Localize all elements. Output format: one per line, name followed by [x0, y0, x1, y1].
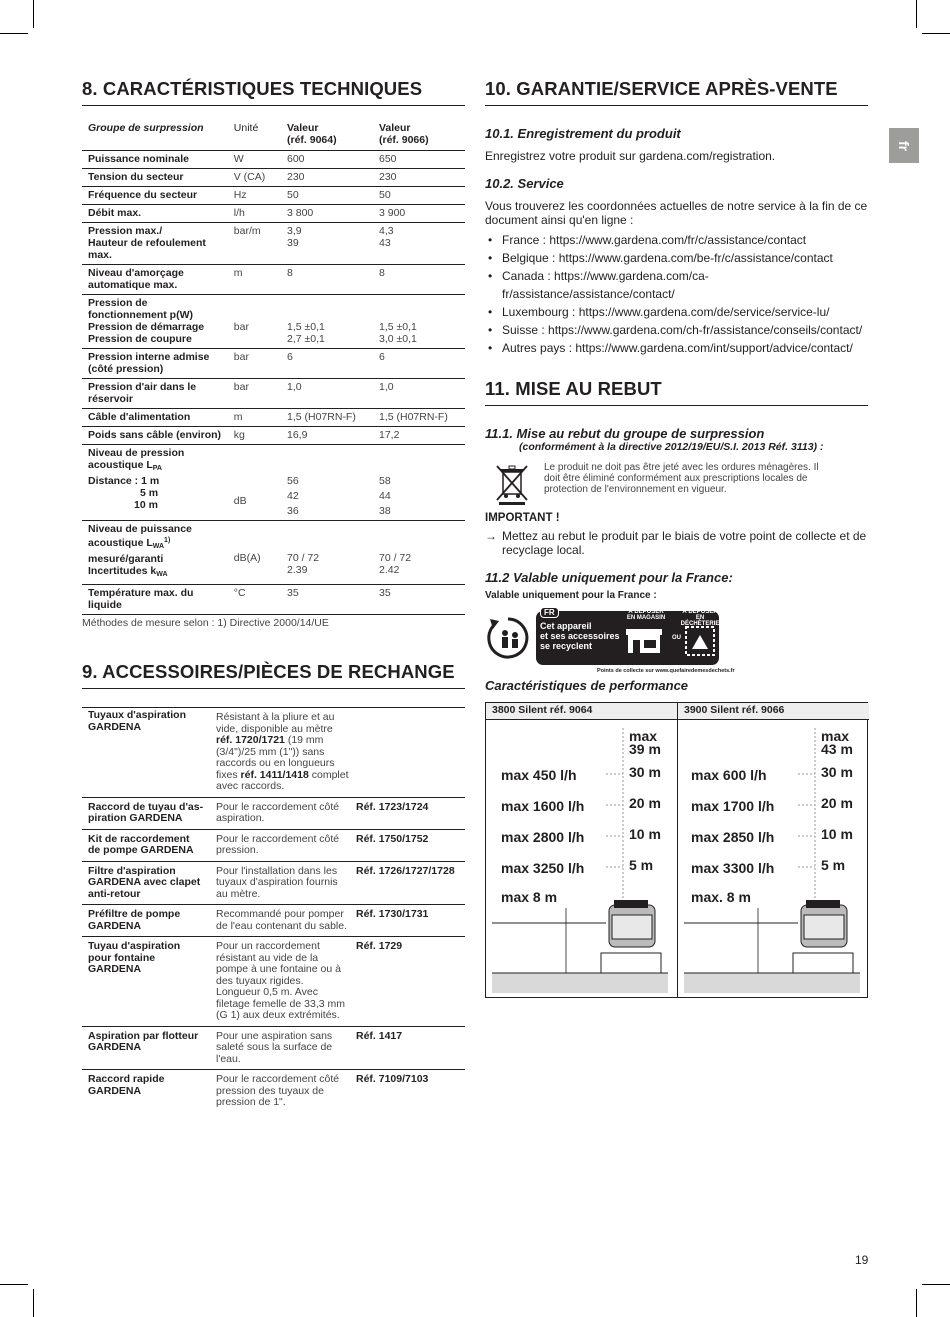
- spec-label: Fréquence du secteur: [82, 187, 228, 205]
- spec-label: Pression d'air dans le réservoir: [82, 379, 228, 409]
- accessory-ref: Réf. 1417: [350, 1026, 465, 1070]
- pump-top: [614, 900, 648, 908]
- store-label: À DÉPOSER EN MAGASIN: [626, 609, 666, 621]
- spec-label: Pression interne admise (côté pression): [82, 349, 228, 379]
- head-label: 30 m: [629, 764, 661, 780]
- accessories-table: [82, 707, 465, 1113]
- important-text: Mettez au rebut le produit par le biais de votre point de collecte et de recyclage local.: [502, 529, 867, 557]
- section-11-title: 11. MISE AU REBUT: [485, 378, 868, 406]
- spec-value-9066: 1,0: [373, 379, 465, 409]
- crop-mark: [916, 1289, 917, 1317]
- service-link[interactable]: • France : https://www.gardena.com/fr/c/assistance/contact: [485, 231, 868, 249]
- spec-value-9064: 3,9 39: [281, 223, 373, 265]
- spec-unit: l/h: [228, 205, 281, 223]
- performance-title: Caractéristiques de performance: [485, 678, 689, 693]
- fr-badge: FR: [540, 607, 559, 618]
- accessory-description: Résistant à la pliure et au vide, disponible au mètre réf. 1720/1721 (19 mm (3/4")/25 mm (1")) sans raccords ou en longueurs fixes réf. 1411/1418 complet avec raccords.: [210, 708, 350, 798]
- shop-icon: [625, 625, 663, 655]
- crop-mark: [916, 0, 917, 28]
- crossed-bin-icon: [491, 462, 533, 506]
- spec-value-9066: 650: [373, 151, 465, 169]
- accessory-ref: Réf. 7109/7103: [350, 1070, 465, 1113]
- stair-outline: [793, 953, 853, 973]
- crop-mark: [33, 0, 34, 28]
- spec-value-9066: 35: [373, 585, 465, 615]
- spec-value-9066: 70 / 72 2.42: [373, 521, 465, 585]
- accessory-description: Pour le raccordement côté aspiration.: [210, 797, 350, 829]
- section-10-title: 10. GARANTIE/SERVICE APRÈS-VENTE: [485, 78, 868, 106]
- spec-unit: dB: [228, 445, 281, 521]
- dechetterie-label: À DÉPOSER EN DÉCHÈTERIE: [680, 609, 720, 627]
- section-11-1-title: 11.1. Mise au rebut du groupe de surpression: [485, 426, 765, 441]
- model-label: 3800 Silent réf. 9064: [486, 703, 677, 720]
- service-link[interactable]: • Luxembourg : https://www.gardena.com/de/service/service-lu/: [485, 303, 868, 321]
- spec-unit: bar: [228, 379, 281, 409]
- spec-value-9064: 6: [281, 349, 373, 379]
- spec-label: Niveau de pression acoustique $L_{PA}$ Distance : 1 m 5 m 10 m: [82, 445, 228, 521]
- spec-label: Pression max./ Hauteur de refoulement max.: [82, 223, 228, 265]
- accessory-description: Pour le raccordement côté pression des tuyaux de pression de 1".: [210, 1070, 350, 1113]
- spec-value-9066: 50: [373, 187, 465, 205]
- crop-mark: [33, 1289, 34, 1317]
- service-link[interactable]: • Canada : https://www.gardena.com/ca-fr/assistance/assistance/contact/: [485, 267, 868, 303]
- max-label: max: [821, 728, 850, 744]
- or-label: OU: [672, 635, 681, 641]
- accessory-description: Pour l'installation dans les tuyaux d'aspiration fournis au mètre.: [210, 861, 350, 905]
- recycle-text: Cet appareil et ses accessoires se recyclent: [540, 621, 620, 651]
- pump-top: [806, 900, 840, 908]
- head-label: 5 m: [821, 857, 846, 873]
- section-10-1-title: 10.1. Enregistrement du produit: [485, 126, 681, 141]
- triman-footer: Points de collecte sur www.quefairedemesdechets.fr: [597, 668, 735, 674]
- spec-unit: V (CA): [228, 169, 281, 187]
- spec-value-9064: 3 800: [281, 205, 373, 223]
- accessory-name: Raccord rapide GARDENA: [82, 1070, 210, 1113]
- spec-unit: m: [228, 265, 281, 295]
- spec-unit: bar: [228, 295, 281, 349]
- pump-tank: [612, 915, 652, 939]
- accessory-description: Pour un raccordement résistant au vide de la pompe à une fontaine ou à des tuyaux rigides. Longueur 0,5 m. Avec filetage femelle de 33,3 mm (G 1) aux deux extrémités.: [210, 937, 350, 1027]
- table-row: [82, 223, 465, 265]
- accessory-ref: Réf. 1730/1731: [350, 905, 465, 937]
- important-label: IMPORTANT !: [485, 512, 560, 524]
- accessory-row: [82, 797, 465, 829]
- accessory-row: [82, 1026, 465, 1070]
- spec-value-9064: 16,9: [281, 427, 373, 445]
- table-row: [82, 585, 465, 615]
- table-row-power: [82, 521, 465, 585]
- spec-value-9064: 230: [281, 169, 373, 187]
- registration-text: Enregistrez votre produit sur gardena.com/registration.: [485, 149, 776, 163]
- arrow-icon: →: [485, 529, 497, 543]
- france-only-text: Valable uniquement pour la France :: [485, 590, 657, 601]
- accessory-description: Recommandé pour pomper de l'eau contenant du sable.: [210, 905, 350, 937]
- pump-tank: [804, 915, 844, 939]
- left-column: [82, 78, 465, 1113]
- perf-panel-9064: [486, 703, 678, 997]
- accessory-row: [82, 861, 465, 905]
- pump-diagram: [486, 720, 677, 998]
- section-11-2-title: 11.2 Valable uniquement pour la France:: [485, 570, 733, 585]
- spec-value-9066: 3 900: [373, 205, 465, 223]
- spec-label: Tension du secteur: [82, 169, 228, 187]
- triman-icon: [485, 615, 531, 661]
- accessory-row: [82, 937, 465, 1027]
- spec-value-9064: 8: [281, 265, 373, 295]
- language-tab: fr: [889, 128, 919, 163]
- triman-logo: [485, 605, 868, 675]
- spec-unit: kg: [228, 427, 281, 445]
- table-row: [82, 169, 465, 187]
- accessory-name: Raccord de tuyau d'as- piration GARDENA: [82, 797, 210, 829]
- service-text: Vous trouverez les coordonnées actuelles de notre service à la fin de ce document ainsi qu'en ligne :: [485, 199, 868, 227]
- spec-value-9064: 600: [281, 151, 373, 169]
- spec-label: Puissance nominale: [82, 151, 228, 169]
- crop-mark: [0, 1284, 28, 1285]
- table-row: [82, 151, 465, 169]
- page-number: 19: [855, 1253, 869, 1267]
- col-v1: Valeur (réf. 9064): [281, 120, 373, 151]
- head-label: 20 m: [629, 795, 661, 811]
- spec-label: Débit max.: [82, 205, 228, 223]
- spec-value-9064: 1,5 (H07RN-F): [281, 409, 373, 427]
- spec-value-9066: 17,2: [373, 427, 465, 445]
- accessory-ref: Réf. 1729: [350, 937, 465, 1027]
- accessory-description: Pour une aspiration sans saleté sous la surface de l'eau.: [210, 1026, 350, 1070]
- head-label: 10 m: [821, 826, 853, 842]
- spec-label: Température max. du liquide: [82, 585, 228, 615]
- weee-text: Le produit ne doit pas être jeté avec les ordures ménagères. Il doit être éliminé conformément aux prescriptions locales de protection de l'environnement en vigueur.: [544, 462, 819, 495]
- spec-unit: bar: [228, 349, 281, 379]
- stair-outline: [601, 953, 661, 973]
- spec-value-9064: 56 42 36: [281, 445, 373, 521]
- spec-label: Câble d'alimentation: [82, 409, 228, 427]
- head-label: 10 m: [629, 826, 661, 842]
- flow-label: max 1600 l/h: [501, 798, 585, 814]
- perf-panel-9066: [678, 703, 869, 997]
- crop-mark: [0, 33, 28, 34]
- head-label: 5 m: [629, 857, 654, 873]
- col-unit: Unité: [228, 120, 281, 151]
- table-row: [82, 409, 465, 427]
- max-head-label: 43 m: [821, 741, 853, 757]
- service-link[interactable]: • Belgique : https://www.gardena.com/be-fr/c/assistance/contact: [485, 249, 868, 267]
- spec-label: Niveau de puissance acoustique $L_{WA}^{1)}$ mesuré/garanti Incertitudes $k_{WA}$: [82, 521, 228, 585]
- table-row: [82, 265, 465, 295]
- spec-unit: W: [228, 151, 281, 169]
- head-label: 30 m: [821, 764, 853, 780]
- flow-label: max 450 l/h: [501, 767, 577, 783]
- col-group: Groupe de surpression: [82, 120, 228, 151]
- spec-value-9064: 1,0: [281, 379, 373, 409]
- accessory-name: Préfiltre de pompe GARDENA: [82, 905, 210, 937]
- service-link[interactable]: • Autres pays : https://www.gardena.com/int/support/advice/contact/: [485, 339, 868, 357]
- spec-value-9066: 1,5 ±0,1 3,0 ±0,1: [373, 295, 465, 349]
- table-row: [82, 205, 465, 223]
- flow-label: max 3250 l/h: [501, 860, 585, 876]
- spec-unit: bar/m: [228, 223, 281, 265]
- spec-value-9064: 1,5 ±0,1 2,7 ±0,1: [281, 295, 373, 349]
- spec-label: Poids sans câble (environ): [82, 427, 228, 445]
- suction-label: max 8 m: [501, 889, 558, 905]
- spec-unit: m: [228, 409, 281, 427]
- section-9-title: 9. ACCESSOIRES/PIÈCES DE RECHANGE: [82, 661, 465, 689]
- right-column: [485, 78, 868, 693]
- spec-unit: Hz: [228, 187, 281, 205]
- performance-chart: [485, 702, 868, 998]
- info-tri-panel: [536, 608, 720, 665]
- table-row: [82, 295, 465, 349]
- accessory-row: [82, 829, 465, 861]
- crop-mark: [922, 33, 950, 34]
- measure-note: Méthodes de mesure selon : 1) Directive 2000/14/UE: [82, 617, 329, 629]
- accessory-name: Kit de raccordement de pompe GARDENA: [82, 829, 210, 861]
- spec-value-9066: 4,3 43: [373, 223, 465, 265]
- spec-value-9064: 50: [281, 187, 373, 205]
- pump-diagram: [678, 720, 869, 998]
- spec-value-9064: 70 / 72 2.39: [281, 521, 373, 585]
- accessory-row: [82, 905, 465, 937]
- spec-label: Niveau d'amorçage automatique max.: [82, 265, 228, 295]
- suction-label: max. 8 m: [691, 889, 751, 905]
- section-10-2-title: 10.2. Service: [485, 176, 564, 191]
- accessory-ref: Réf. 1726/1727/1728: [350, 861, 465, 905]
- model-label: 3900 Silent réf. 9066: [678, 703, 869, 720]
- table-row: [82, 187, 465, 205]
- table-row: [82, 379, 465, 409]
- service-link[interactable]: • Suisse : https://www.gardena.com/ch-fr/assistance/conseils/contact/: [485, 321, 868, 339]
- flow-label: max 3300 l/h: [691, 860, 775, 876]
- accessory-row: [82, 1070, 465, 1113]
- flow-label: max 1700 l/h: [691, 798, 775, 814]
- accessory-description: Pour le raccordement côté pression.: [210, 829, 350, 861]
- table-row: [82, 427, 465, 445]
- water-level: [684, 973, 860, 993]
- table-header-row: [82, 120, 465, 151]
- accessory-ref: [350, 708, 465, 798]
- flow-label: max 2800 l/h: [501, 829, 585, 845]
- tech-specs-table: [82, 120, 465, 615]
- spec-unit: dB(A): [228, 521, 281, 585]
- accessory-name: Filtre d'aspiration GARDENA avec clapet anti-retour: [82, 861, 210, 905]
- spec-value-9066: 6: [373, 349, 465, 379]
- water-level: [492, 973, 668, 993]
- drop-off-icon: [684, 625, 716, 657]
- max-label: max: [629, 728, 658, 744]
- directive-text: (conformément à la directive 2012/19/EU/S.I. 2013 Réf. 3113) :: [519, 441, 824, 453]
- accessory-name: Tuyau d'aspiration pour fontaine GARDENA: [82, 937, 210, 1027]
- spec-value-9066: 8: [373, 265, 465, 295]
- flow-label: max 2850 l/h: [691, 829, 775, 845]
- col-v2: Valeur (réf. 9066): [373, 120, 465, 151]
- spec-value-9066: 1,5 (H07RN-F): [373, 409, 465, 427]
- section-8-title: 8. CARACTÉRISTIQUES TECHNIQUES: [82, 78, 465, 106]
- important-block: [485, 529, 868, 557]
- flow-label: max 600 l/h: [691, 767, 767, 783]
- accessory-ref: Réf. 1723/1724: [350, 797, 465, 829]
- table-row-noise: [82, 445, 465, 521]
- spec-value-9064: 35: [281, 585, 373, 615]
- service-links: [485, 231, 868, 357]
- weee-block: [485, 462, 868, 512]
- accessory-name: Tuyaux d'aspiration GARDENA: [82, 708, 210, 798]
- accessory-ref: Réf. 1750/1752: [350, 829, 465, 861]
- max-head-label: 39 m: [629, 741, 661, 757]
- head-label: 20 m: [821, 795, 853, 811]
- crop-mark: [922, 1284, 950, 1285]
- table-row: [82, 349, 465, 379]
- spec-value-9066: 230: [373, 169, 465, 187]
- spec-label: Pression de fonctionnement p(W) Pression de démarrage Pression de coupure: [82, 295, 228, 349]
- accessory-name: Aspiration par flotteur GARDENA: [82, 1026, 210, 1070]
- spec-value-9066: 58 44 38: [373, 445, 465, 521]
- accessory-row: [82, 708, 465, 798]
- spec-unit: °C: [228, 585, 281, 615]
